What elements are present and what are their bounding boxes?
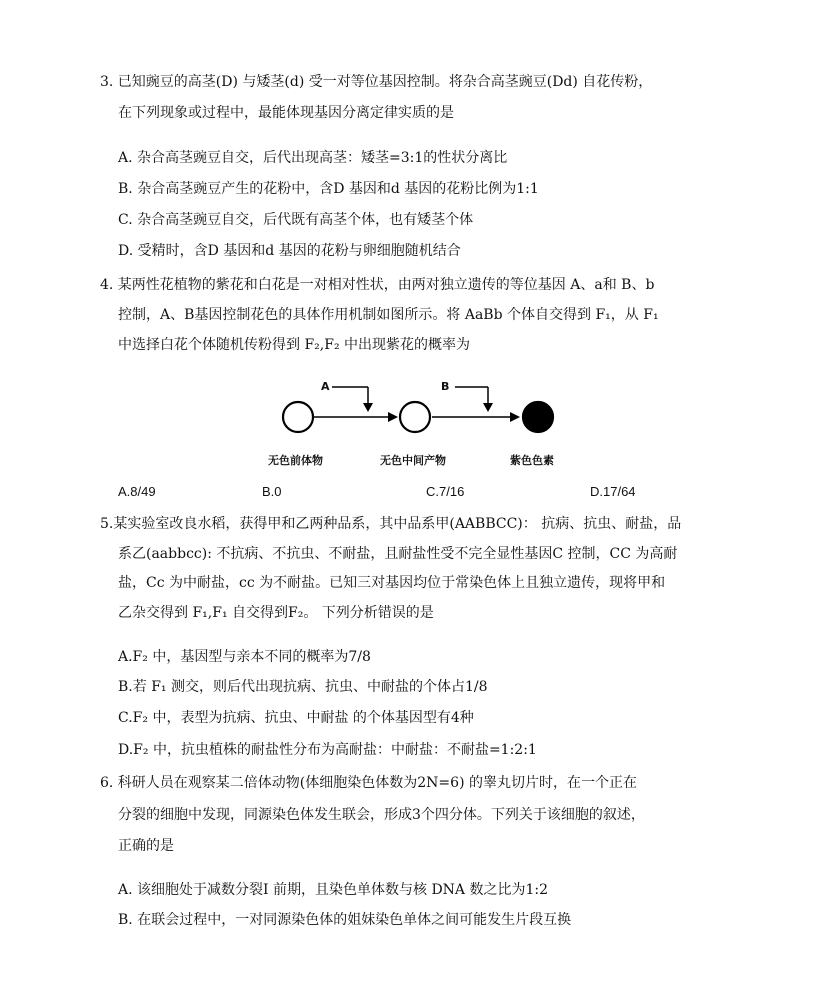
q3-option-a: A. 杂合高茎豌豆自交，后代出现高茎：矮茎=3:1的性状分离比 [118,150,508,166]
gene-a-arrowhead [363,403,373,412]
q3-stem-line1: 3. 已知豌豆的高茎(D) 与矮茎(d) 受一对等位基因控制。将杂合高茎豌豆(Dd) 自花传粉， [100,74,653,90]
q5-stem-line2: 系乙(aabbcc): 不抗病、不抗虫、不耐盐，且耐盐性受不完全显性基因C 控制，CC 为高耐 [118,546,678,562]
q4-option-d: D.17/64 [590,484,636,499]
q6-stem-line2: 分裂的细胞中发现，同源染色体发生联会，形成3个四分体。下列关于该细胞的叙述， [118,807,645,823]
node-intermediate-label: 无色中间产物 [380,454,446,467]
q4-option-b: B.0 [262,484,282,499]
q4-option-c: C.7/16 [426,484,465,499]
q3-option-c: C. 杂合高茎豌豆自交，后代既有高茎个体，也有矮茎个体 [118,212,474,228]
q4-stem-line2: 控制，A、B基因控制花色的具体作用机制如图所示。将 AaBb 个体自交得到 F₁，从 F₁ [118,307,659,323]
q6-stem-line3: 正确的是 [118,838,174,854]
intermediate-circle [400,402,430,432]
arrow-1-head [388,412,398,422]
node-precursor-label: 无色前体物 [268,454,323,467]
q5-stem-line1: 5.某实验室改良水稻，获得甲和乙两种品系，其中品系甲(AABBCC)： 抗病、抗虫、耐盐，品 [100,516,682,532]
q5-option-b: B.若 F₁ 测交，则后代出现抗病、抗虫、中耐盐的个体占1/8 [118,679,488,695]
q3-stem-line2: 在下列现象或过程中，最能体现基因分离定律实质的是 [118,105,454,121]
q3-option-b: B. 杂合高茎豌豆产生的花粉中，含D 基因和d 基因的花粉比例为1:1 [118,181,539,197]
q3-option-d: D. 受精时，含D 基因和d 基因的花粉与卵细胞随机结合 [118,243,461,259]
pathway-diagram [260,372,580,472]
q5-option-c: C.F₂ 中，表型为抗病、抗虫、中耐盐 的个体基因型有4种 [118,710,474,726]
q4-stem-line3: 中选择白花个体随机传粉得到 F₂,F₂ 中出现紫花的概率为 [118,337,471,353]
q5-stem-line4: 乙杂交得到 F₁,F₁ 自交得到F₂。 下列分析错误的是 [118,605,434,621]
pigment-circle [523,402,553,432]
arrow-2-head [510,412,520,422]
q6-option-a: A. 该细胞处于减数分裂I 前期，且染色单体数与核 DNA 数之比为1:2 [118,882,549,898]
q4-stem-line1: 4. 某两性花植物的紫花和白花是一对相对性状，由两对独立遗传的等位基因 A、a和 B、b [100,277,655,293]
q4-option-a: A.8/49 [118,484,156,499]
node-pigment-label: 紫色色素 [510,454,554,467]
gene-a-label: A [321,380,330,393]
q5-stem-line3: 盐，Cc 为中耐盐，cc 为不耐盐。已知三对基因均位于常染色体上且独立遗传，现将甲和 [118,575,666,591]
q6-stem-line1: 6. 科研人员在观察某二倍体动物(体细胞染色体数为2N=6) 的睾丸切片时，在一个正在 [100,775,637,791]
q6-option-b: B. 在联会过程中，一对同源染色体的姐妹染色单体之间可能发生片段互换 [118,912,572,928]
gene-b-arrowhead [483,403,493,412]
gene-b-label: B [441,380,450,393]
precursor-circle [283,402,313,432]
q5-option-a: A.F₂ 中，基因型与亲本不同的概率为7/8 [118,649,371,665]
q5-option-d: D.F₂ 中，抗虫植株的耐盐性分布为高耐盐：中耐盐：不耐盐=1:2:1 [118,742,537,758]
